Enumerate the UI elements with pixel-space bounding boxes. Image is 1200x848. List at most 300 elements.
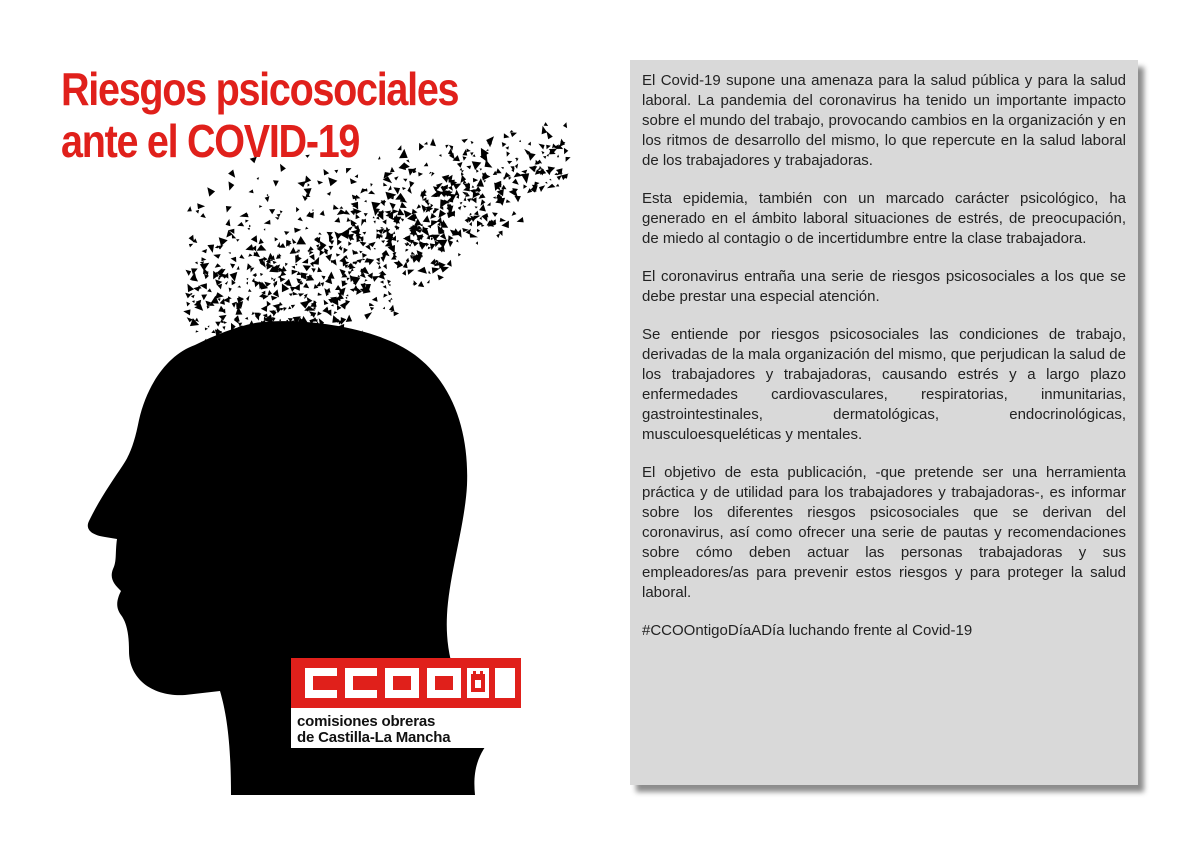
particle xyxy=(473,216,480,220)
particle xyxy=(432,267,440,273)
particle xyxy=(557,175,562,180)
particle xyxy=(383,264,387,270)
particle xyxy=(303,265,311,271)
particle xyxy=(380,281,384,284)
particle xyxy=(228,252,230,254)
particle xyxy=(237,222,244,226)
particle xyxy=(388,185,392,190)
particle xyxy=(359,251,363,254)
particle xyxy=(332,315,340,323)
particle xyxy=(378,265,381,269)
particle xyxy=(464,197,467,201)
particle xyxy=(292,270,298,275)
particle xyxy=(345,300,350,306)
particle xyxy=(230,272,238,282)
particle xyxy=(306,274,314,281)
particle xyxy=(542,126,548,135)
particle xyxy=(362,258,365,260)
particle xyxy=(269,209,275,214)
particle xyxy=(331,304,334,306)
particle xyxy=(486,149,489,151)
title-line-2: ante el COVID-19 xyxy=(61,115,360,167)
particle xyxy=(201,294,207,300)
particle xyxy=(197,203,205,209)
particle xyxy=(496,233,500,238)
particle xyxy=(403,179,407,182)
particle xyxy=(245,220,248,223)
particle xyxy=(353,285,359,291)
particle xyxy=(457,229,462,238)
particle xyxy=(324,300,329,305)
particle xyxy=(408,270,415,275)
particle xyxy=(207,288,212,292)
particle xyxy=(364,213,368,217)
particle xyxy=(334,231,341,240)
particle xyxy=(385,192,396,200)
particle xyxy=(500,218,506,222)
particle xyxy=(309,251,314,255)
particle xyxy=(228,170,235,178)
particle xyxy=(460,168,463,171)
particle xyxy=(345,297,347,300)
particle xyxy=(257,245,267,251)
hashtag-line: #CCOOntigoDíaADía luchando frente al Covid-19 xyxy=(642,622,973,639)
particle xyxy=(418,172,423,176)
particle xyxy=(461,172,464,176)
particle xyxy=(501,167,504,169)
particle xyxy=(512,211,517,216)
particle xyxy=(556,184,560,187)
particle xyxy=(267,301,271,307)
particle xyxy=(361,219,365,226)
particle xyxy=(439,210,447,218)
particle xyxy=(195,262,198,265)
particle xyxy=(430,243,436,250)
particle xyxy=(546,145,551,150)
particle xyxy=(505,146,509,150)
particle xyxy=(344,210,350,215)
particle xyxy=(394,311,400,316)
particle xyxy=(372,276,379,282)
particle xyxy=(186,270,192,276)
particle xyxy=(557,155,559,158)
particle xyxy=(470,233,478,238)
particle xyxy=(347,278,350,281)
particle xyxy=(343,248,348,254)
particle xyxy=(318,293,323,296)
particle xyxy=(225,281,228,285)
particle xyxy=(426,235,430,239)
particle xyxy=(320,210,325,216)
particle xyxy=(549,179,551,181)
particle xyxy=(466,166,471,170)
paragraph-2: Esta epidemia, también con un marcado carácter psicológico, ha generado en el ámbito laboral situaciones de estrés, de preocupación, de miedo al contagio o de incertidumbre entre la clase trabajadora. xyxy=(642,190,1126,247)
particle xyxy=(298,217,303,221)
particle xyxy=(475,206,478,208)
particle xyxy=(277,242,280,248)
particle xyxy=(482,173,490,181)
logo-text-line-2: de Castilla-La Mancha xyxy=(297,729,451,746)
particle xyxy=(409,181,414,188)
particle xyxy=(336,253,341,256)
particle xyxy=(563,122,567,128)
particle xyxy=(516,158,519,162)
particle xyxy=(350,178,357,184)
particle xyxy=(191,293,193,296)
particle xyxy=(228,296,232,299)
particle xyxy=(470,152,474,155)
particle xyxy=(388,291,392,296)
particle xyxy=(441,220,448,228)
particle xyxy=(389,305,394,312)
particle xyxy=(328,272,335,279)
particle xyxy=(211,330,215,333)
particle xyxy=(480,217,482,220)
particle xyxy=(393,187,400,194)
particle xyxy=(476,169,479,173)
particle xyxy=(284,307,287,311)
particle xyxy=(477,229,480,233)
particle xyxy=(370,307,374,311)
particle xyxy=(543,156,546,159)
particle xyxy=(472,185,475,187)
particle xyxy=(245,317,248,320)
particle xyxy=(215,322,221,327)
particle xyxy=(208,325,210,327)
particle xyxy=(340,302,347,310)
particle xyxy=(394,176,399,180)
particle xyxy=(348,241,352,246)
particle xyxy=(437,217,442,224)
particle xyxy=(309,254,315,261)
particle xyxy=(455,190,460,196)
particle xyxy=(376,262,380,265)
particle xyxy=(360,273,366,278)
particle xyxy=(383,183,387,187)
particle xyxy=(311,268,316,273)
particle xyxy=(223,321,227,324)
particle xyxy=(456,240,459,243)
particle xyxy=(279,319,281,321)
particle xyxy=(364,312,372,320)
particle xyxy=(395,193,405,200)
particle xyxy=(298,293,304,296)
paragraph-3: El coronavirus entraña una serie de riesgos psicosociales a los que se debe prestar una especial atención. xyxy=(642,268,1126,305)
particle xyxy=(236,239,239,242)
particle xyxy=(213,254,220,259)
particle xyxy=(187,284,194,293)
particle xyxy=(458,253,461,256)
poster xyxy=(55,55,575,795)
particle xyxy=(275,237,279,241)
particle xyxy=(480,168,483,170)
particle xyxy=(259,205,262,208)
particle xyxy=(327,232,333,237)
particle xyxy=(530,165,536,172)
particle xyxy=(294,228,301,233)
particle xyxy=(389,203,395,210)
particle xyxy=(346,315,352,322)
particle xyxy=(261,305,268,312)
particle xyxy=(440,199,449,208)
particle xyxy=(267,194,269,197)
particle xyxy=(510,132,517,137)
particle xyxy=(246,295,249,301)
particle xyxy=(418,281,424,287)
particle xyxy=(264,220,271,225)
particle xyxy=(326,254,333,261)
ccoo-logo-bar xyxy=(291,658,521,708)
particle xyxy=(316,281,321,286)
particle xyxy=(427,280,430,284)
particle xyxy=(403,261,408,268)
particle xyxy=(483,180,486,182)
particle xyxy=(467,198,472,202)
particle xyxy=(348,271,352,275)
particle xyxy=(508,177,511,180)
paragraph-4: Se entiende por riesgos psicosociales las condiciones de trabajo, derivadas de la mala organización del mismo, que perjudican la salud de los trabajadores y trabajadoras, causando estrés y a largo plazo enfermedades cardiovasculares, respiratorias, inmunitarias, gastrointestinales, dermatológicas, endocrinológicas, musculoesqueléticas y mentales. xyxy=(642,326,1126,443)
particle xyxy=(431,204,434,208)
particle xyxy=(466,149,470,153)
particle xyxy=(521,170,527,174)
particle xyxy=(200,283,207,289)
particle xyxy=(187,206,192,211)
poster-title xyxy=(61,63,458,167)
particle xyxy=(295,264,298,266)
particle xyxy=(302,258,308,263)
particle xyxy=(264,257,268,261)
particle xyxy=(386,227,389,230)
particle xyxy=(296,236,306,244)
particle xyxy=(523,184,527,189)
particle xyxy=(346,294,349,296)
particle xyxy=(510,130,514,132)
particle xyxy=(202,249,208,253)
particle xyxy=(328,177,337,186)
particle xyxy=(473,178,478,183)
particle xyxy=(218,278,221,281)
particle xyxy=(397,240,400,242)
particle xyxy=(461,170,464,173)
particle xyxy=(521,173,529,183)
particle xyxy=(317,267,322,272)
paragraph-1: El Covid-19 supone una amenaza para la salud pública y para la salud laboral. La pandemia del coronavirus ha tenido un importante impacto sobre el mundo del trabajo, provocando cambios en la organización y en los ritmos de desarrollo del mismo, lo que repercute en la salud laboral de los trabajadores y trabajadoras. xyxy=(642,72,1126,169)
particle xyxy=(528,153,536,161)
particle xyxy=(356,259,362,263)
particle xyxy=(312,210,314,212)
particle xyxy=(333,205,339,210)
particle xyxy=(226,206,232,213)
particle xyxy=(365,279,368,282)
particle xyxy=(501,185,506,190)
particle xyxy=(346,168,352,173)
particle xyxy=(249,320,254,325)
particle xyxy=(496,168,502,173)
particle xyxy=(196,330,199,332)
particle xyxy=(276,214,280,218)
particle xyxy=(474,211,479,216)
particle xyxy=(220,298,225,305)
particle xyxy=(383,294,388,298)
particle xyxy=(545,182,548,184)
particle xyxy=(273,261,277,264)
particle xyxy=(273,278,276,282)
particle xyxy=(310,262,313,268)
particle xyxy=(416,204,421,209)
particle xyxy=(414,218,421,225)
particle xyxy=(502,142,507,147)
particle xyxy=(252,278,255,283)
particle xyxy=(201,257,206,261)
paragraph-5: El objetivo de esta publicación, -que pretende ser una herramienta práctica y de utilidad para los trabajadores y trabajadoras-, es informar sobre los diferentes riesgos psicosociales que se derivan del coronavirus, así como ofrecer una serie de pautas y recomendaciones sobre cómo deben actuar las personas trabajadoras y sus empleadores/as para prevenir estos riesgos y para proteger la salud laboral. xyxy=(642,464,1126,601)
particle xyxy=(219,237,228,246)
particle xyxy=(460,202,463,205)
particle xyxy=(561,174,569,181)
particle xyxy=(422,256,424,259)
particle xyxy=(200,263,210,271)
particle xyxy=(365,245,371,251)
particle xyxy=(493,196,496,198)
particle xyxy=(390,298,392,300)
particle xyxy=(406,249,408,251)
particle xyxy=(368,190,375,194)
particle xyxy=(400,202,407,208)
particle xyxy=(280,210,283,213)
particle xyxy=(189,244,193,248)
particle xyxy=(492,212,498,217)
particle xyxy=(292,238,297,243)
particle xyxy=(440,266,449,272)
particle xyxy=(334,217,340,223)
particle xyxy=(402,270,406,276)
particle xyxy=(479,204,486,212)
particle xyxy=(503,177,507,180)
particle xyxy=(547,184,556,189)
particle xyxy=(358,275,361,277)
particle xyxy=(462,149,467,155)
particle xyxy=(334,311,338,314)
particle xyxy=(271,296,278,301)
particle xyxy=(247,228,250,231)
particle xyxy=(329,246,334,250)
particle xyxy=(463,205,467,208)
particle xyxy=(469,213,472,216)
particle xyxy=(215,292,224,299)
title-line-1: Riesgos psicosociales xyxy=(61,63,459,115)
particle xyxy=(273,289,279,297)
particle xyxy=(362,253,367,258)
particle xyxy=(373,216,375,218)
particle xyxy=(237,286,241,288)
particle xyxy=(374,221,376,224)
particle xyxy=(291,266,295,269)
particle xyxy=(471,141,474,144)
particle xyxy=(231,257,237,263)
particle xyxy=(229,288,232,293)
particle xyxy=(317,311,322,315)
particle xyxy=(430,213,436,219)
particle xyxy=(447,195,453,202)
particle xyxy=(379,271,385,274)
particle xyxy=(337,239,342,246)
particle xyxy=(237,266,240,270)
particle xyxy=(293,292,298,296)
particle xyxy=(265,196,270,202)
particle xyxy=(183,309,190,315)
particle xyxy=(289,293,293,296)
particle xyxy=(554,173,558,175)
particle xyxy=(334,170,338,174)
particle xyxy=(364,200,367,203)
particle xyxy=(260,273,263,276)
particle xyxy=(204,274,209,279)
particle xyxy=(448,235,453,240)
particle xyxy=(388,284,391,286)
particle xyxy=(388,299,391,302)
particle xyxy=(259,238,264,244)
particle xyxy=(288,306,291,309)
particle xyxy=(387,280,391,284)
particle xyxy=(469,222,472,226)
particle xyxy=(297,181,306,187)
particle xyxy=(305,176,311,184)
particle xyxy=(406,258,409,261)
particle xyxy=(251,235,257,243)
particle xyxy=(250,268,254,273)
particle xyxy=(226,219,231,226)
particle xyxy=(453,184,461,190)
particle xyxy=(245,244,253,251)
particle xyxy=(431,238,433,241)
particle xyxy=(461,139,468,143)
particle xyxy=(229,181,235,190)
particle xyxy=(232,302,237,308)
particle xyxy=(186,302,190,307)
particle xyxy=(303,283,309,289)
particle xyxy=(541,151,544,155)
particle xyxy=(291,305,295,309)
particle xyxy=(372,297,378,302)
particle xyxy=(252,275,256,278)
particle xyxy=(215,245,218,248)
particle xyxy=(290,247,297,254)
particle xyxy=(317,180,323,184)
particle xyxy=(514,196,521,202)
particle xyxy=(308,183,310,186)
particle xyxy=(507,161,512,164)
particle xyxy=(297,271,302,275)
particle xyxy=(219,315,227,321)
particle xyxy=(463,156,467,161)
particle xyxy=(430,259,435,266)
particle xyxy=(339,206,343,208)
particle xyxy=(185,293,191,299)
particle xyxy=(512,179,519,185)
particle xyxy=(249,189,254,193)
particle xyxy=(504,172,511,178)
particle xyxy=(271,277,273,280)
particle xyxy=(222,326,225,330)
particle xyxy=(544,122,549,126)
particle xyxy=(248,289,252,292)
particle xyxy=(246,282,248,285)
particle xyxy=(423,215,430,222)
particle xyxy=(504,133,510,138)
particle xyxy=(327,192,331,196)
particle xyxy=(539,185,545,192)
particle xyxy=(273,180,279,186)
ccoo-logo xyxy=(291,658,521,748)
